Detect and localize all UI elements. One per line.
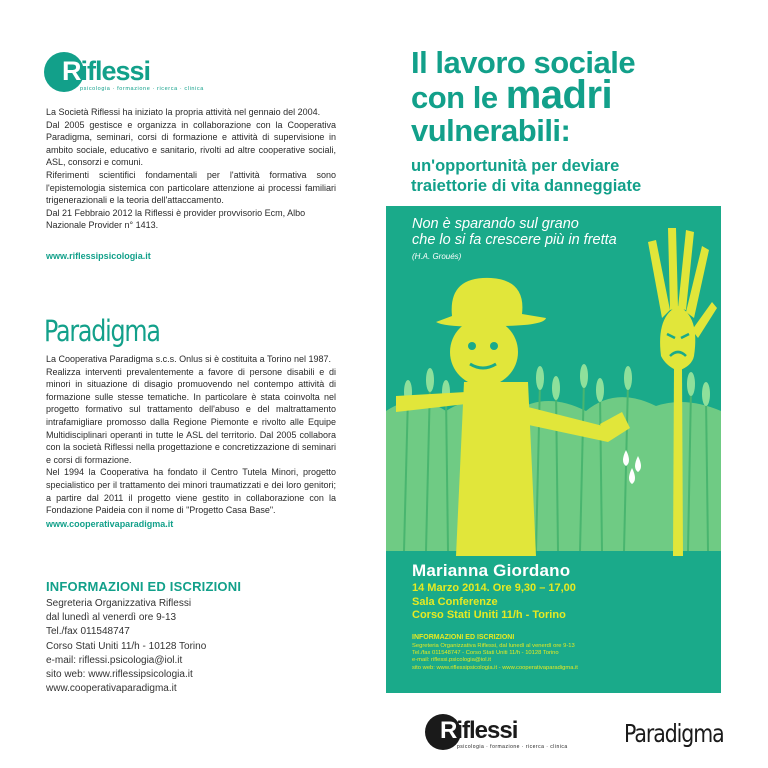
paradigma-paragraph: Nel 1994 la Cooperativa ha fondato il Centro Tutela Minori, progetto specialistico per il trattamento dei minori traumatizzati e dei loro genitori; a partire dal 2011 il progetto viene gestito in collaborazione con la Fondazione Paideia con il nome di "Progetto Casa Base". [46, 467, 336, 516]
riflessi-paragraph: Dal 21 Febbraio 2012 la Riflessi è provider provvisorio Ecm, Albo Nazionale Provider n° 1413. [46, 207, 306, 231]
paradigma-logo-bottom: Paradigma [624, 719, 724, 748]
riflessi-logo-tagline: psicologia · formazione · ricerca · clinica [80, 86, 204, 92]
riflessi-logo-bottom-word [440, 717, 517, 745]
info-heading: INFORMAZIONI ED ISCRIZIONI [46, 579, 242, 594]
illustration-panel [386, 206, 721, 693]
title-line-3: vulnerabili: [411, 113, 571, 148]
info-email[interactable]: e-mail: riflessi.psicologia@iol.it [46, 654, 183, 666]
riflessi-paragraph: Dal 2005 gestisce e organizza in collaborazione con la Cooperativa Paradigma, seminari, corsi di formazione e attività di supervisione in ambito sociale, educativo e sanitario, rivolti ad altre cooperative sociali, ASL, consorzi e comuni. [46, 119, 336, 168]
event-room: Sala Conferenze [412, 595, 498, 608]
riflessi-paragraph: Riferimenti scientifici fondamentali per l'attività formativa sono l'epistemologia sistemica con particolare attenzione ai processi familiari trigenerazionali e la teoria dell'attaccamento. [46, 169, 336, 206]
info-line: Tel./fax 011548747 [46, 626, 130, 638]
info-website[interactable]: sito web: www.riflessipsicologia.it [46, 668, 193, 680]
panel-info-line: e-mail: riflessi.psicologia@iol.it [412, 657, 492, 664]
event-subtitle [411, 156, 641, 196]
panel-info-block [412, 643, 578, 672]
panel-info-heading: INFORMAZIONI ED ISCRIZIONI [412, 634, 515, 641]
riflessi-logo-bottom-initial: R [440, 717, 457, 744]
hand-palm [660, 306, 695, 371]
event-address: Corso Stati Uniti 11/h - Torino [412, 609, 566, 621]
quote-author: (H.A. Groués) [412, 252, 462, 261]
riflessi-logo-rest: iflessi [80, 56, 151, 86]
info-line: Segreteria Organizzativa Riflessi [46, 598, 192, 609]
riflessi-logo-bottom-tagline: psicologia · formazione · ricerca · clinica [457, 744, 568, 750]
paradigma-logo: Paradigma [44, 314, 160, 348]
panel-info-line: Tel./fax 011548747 - Corso Stati Uniti 11/h - 10128 Torino [412, 650, 559, 657]
title-line-2a: con le [411, 80, 498, 115]
event-title [411, 46, 635, 147]
panel-info-line: Segreteria Organizzativa Riflessi, dal lunedì al venerdì ore 9-13 [412, 643, 575, 649]
quote-line-2: che lo si fa crescere più in fretta [412, 232, 617, 248]
quote-line-1: Non è sparando sul grano [412, 216, 579, 232]
quote [412, 216, 617, 248]
riflessi-logo-bottom-rest: iflessi [456, 717, 518, 744]
paradigma-paragraph: Realizza interventi prevalentemente a favore di persone disabili e di minori in situazione di disagio promuovendo nel contempo attività di formazione sulle stesse tematiche. In particolare è stata coinvolta nel progetto formativo sul trattamento dell'abuso e del maltrattamento intrafamigliare promosso dalla Regione Piemonte e rivolto alle Equipe Multidisciplinari operanti in tutte le ASL del territorio. Dal 2005 collabora con la società Riflessi nella progettazione e concretizzazione di seminari e corsi di formazione. [46, 366, 336, 465]
title-line-2b: madri [505, 73, 613, 117]
paradigma-website-link[interactable]: www.cooperativaparadigma.it [46, 519, 174, 529]
info-line: dal lunedì al venerdì ore 9-13 [46, 612, 177, 624]
subtitle-line-2: traiettorie di vita danneggiate [411, 177, 642, 195]
riflessi-logo-bottom [425, 714, 568, 752]
info-website[interactable]: www.cooperativaparadigma.it [46, 683, 177, 695]
riflessi-paragraph: La Società Riflessi ha iniziato la propria attività nel gennaio del 2004. [46, 107, 321, 117]
panel-info-line: sito web: www.riflessipsicologia.it - www.cooperativaparadigma.it [412, 664, 578, 671]
subtitle-line-1: un'opportunità per deviare [411, 157, 620, 175]
riflessi-logo [44, 52, 204, 96]
event-date: 14 Marzo 2014. Ore 9,30 – 17,00 [412, 582, 576, 594]
riflessi-logo-initial: R [62, 56, 81, 86]
riflessi-logo-word [62, 56, 150, 87]
info-block [46, 597, 206, 696]
speaker-name: Marianna Giordano [412, 561, 571, 580]
hand-stalk [673, 368, 683, 556]
riflessi-website-link[interactable]: www.riflessipsicologia.it [46, 251, 151, 261]
paradigma-paragraph: La Cooperativa Paradigma s.c.s. Onlus si è costituita a Torino nel 1987. [46, 354, 331, 364]
title-line-1: Il lavoro sociale [411, 45, 636, 80]
title-line-2 [411, 73, 635, 117]
event-details [412, 582, 576, 623]
info-line: Corso Stati Uniti 11/h - 10128 Torino [46, 640, 207, 652]
riflessi-description [46, 106, 336, 232]
farmer-head [450, 318, 518, 386]
paradigma-description [46, 353, 336, 517]
